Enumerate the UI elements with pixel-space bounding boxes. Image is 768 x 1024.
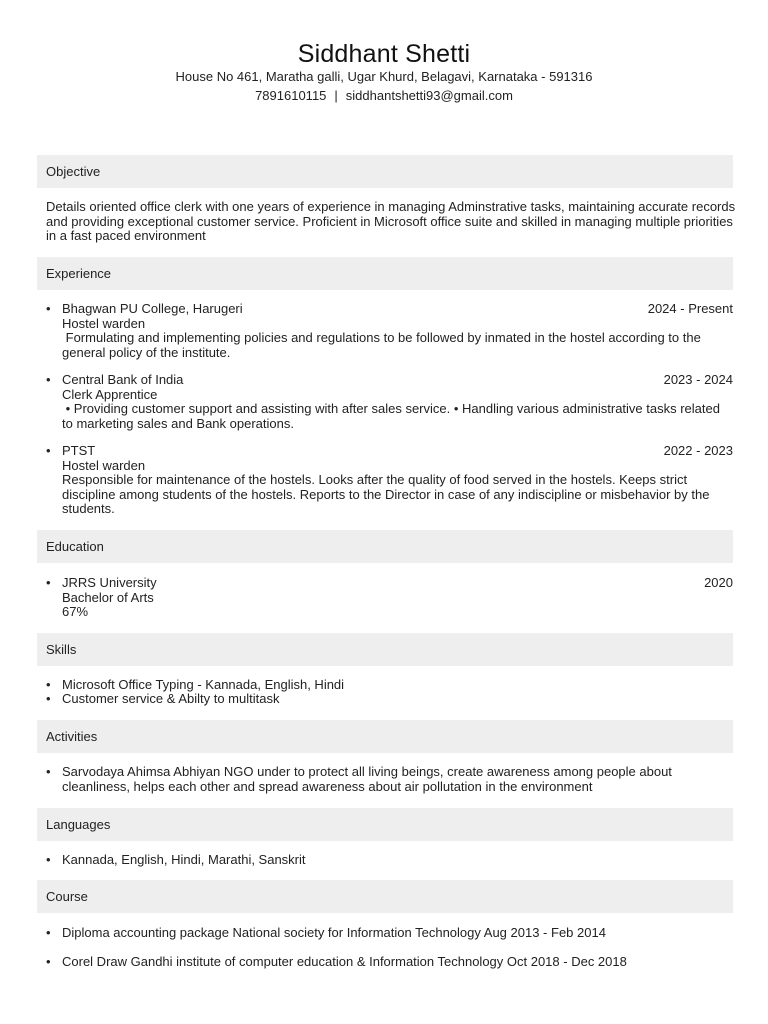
skill-text: Customer service & Abilty to multitask <box>62 691 280 706</box>
experience-role: Hostel warden <box>62 457 146 473</box>
language-text: Kannada, English, Hindi, Marathi, Sanskrit <box>62 852 306 867</box>
section-header-languages: Languages <box>37 808 733 841</box>
education-degree: Bachelor of Arts <box>62 589 154 605</box>
experience-description: • Providing customer support and assisting with after sales service. • Handling various administrative tasks related to marketing sales and Bank operations. <box>62 401 724 431</box>
education-institution: JRRS University <box>62 575 157 590</box>
experience-description: Responsible for maintenance of the hostels. Looks after the quality of food served in the hostels. Keeps strict discipline among students of the hostels. Reports to the Director in case of any indiscipline or misbehavior by the students. <box>62 472 710 517</box>
bullet-icon: • <box>46 764 51 779</box>
resume-header <box>0 38 768 105</box>
course-text: Corel Draw Gandhi institute of computer education & Information Technology Oct 2018 - Dec 2018 <box>62 954 627 969</box>
section-header-education: Education <box>37 530 733 563</box>
education-entry <box>46 576 733 620</box>
experience-date: 2022 - 2023 <box>663 443 733 458</box>
objective-text: Details oriented office clerk with one years of experience in managing Adminstrative tasks, maintaining accurate records and providing exceptional customer service. Proficient in Microsoft office suite and skilled in managing multiple priorities in a fast paced environment <box>46 199 736 244</box>
activity-item <box>46 765 733 794</box>
experience-role: Hostel warden <box>62 315 146 331</box>
bullet-icon: • <box>46 677 51 692</box>
contact-line <box>0 87 768 105</box>
skill-item <box>46 692 733 707</box>
course-item <box>46 955 733 970</box>
bullet-icon: • <box>46 575 51 590</box>
section-header-activities: Activities <box>37 720 733 753</box>
address: House No 461, Maratha galli, Ugar Khurd, Belagavi, Karnataka - 591316 <box>175 69 593 84</box>
section-header-objective: Objective <box>37 155 733 188</box>
education-score: 67% <box>62 604 89 620</box>
experience-entry <box>46 302 733 360</box>
bullet-icon: • <box>46 954 51 969</box>
course-item <box>46 926 733 941</box>
activity-text: Sarvodaya Ahimsa Abhiyan NGO under to protect all living beings, create awareness among people about cleanliness, helps each other and spread awareness about air pollutation in the environment <box>62 764 672 794</box>
course-text: Diploma accounting package National society for Information Technology Aug 2013 - Feb 2014 <box>62 925 606 940</box>
experience-description: Formulating and implementing policies and regulations to be followed by inmated in the hostel according to the general policy of the institute. <box>62 330 705 360</box>
email-address: siddhantshetti93@gmail.com <box>345 88 513 103</box>
candidate-name: Siddhant Shetti <box>297 40 471 68</box>
bullet-icon: • <box>46 691 51 706</box>
experience-date: 2023 - 2024 <box>663 372 733 387</box>
experience-org: Bhagwan PU College, Harugeri <box>62 301 243 316</box>
education-date: 2020 <box>704 575 733 590</box>
bullet-icon: • <box>46 443 51 458</box>
bullet-icon: • <box>46 925 51 940</box>
bullet-icon: • <box>46 852 51 867</box>
bullet-icon: • <box>46 372 51 387</box>
experience-org: PTST <box>62 443 96 458</box>
language-item <box>46 853 733 868</box>
experience-entry <box>46 373 733 431</box>
section-header-skills: Skills <box>37 633 733 666</box>
experience-role: Clerk Apprentice <box>62 386 158 402</box>
section-header-course: Course <box>37 880 733 913</box>
experience-entry <box>46 444 733 517</box>
bullet-icon: • <box>46 301 51 316</box>
section-header-experience: Experience <box>37 257 733 290</box>
experience-org: Central Bank of India <box>62 372 184 387</box>
contact-separator: | <box>334 88 338 103</box>
experience-date: 2024 - Present <box>647 301 733 316</box>
phone-number: 7891610115 <box>255 88 327 103</box>
skill-text: Microsoft Office Typing - Kannada, English, Hindi <box>62 677 345 692</box>
